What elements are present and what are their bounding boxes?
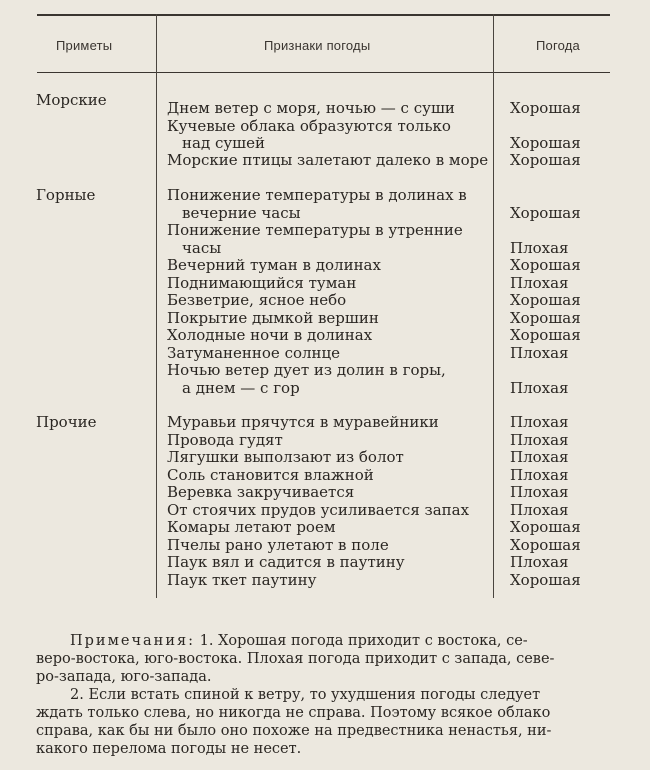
weather-value: Хорошая bbox=[510, 518, 581, 536]
sign-text: Понижение температуры в долинах в bbox=[167, 186, 467, 204]
header-signs: Приметы bbox=[56, 38, 113, 53]
weather-value: Хорошая bbox=[510, 571, 581, 589]
sign-text-cont: над сушей bbox=[182, 134, 265, 152]
sign-text: Понижение температуры в утренние bbox=[167, 221, 463, 239]
note-2-line: какого перелома погоды не несет. bbox=[36, 741, 302, 757]
sign-text: Покрытие дымкой вершин bbox=[167, 309, 379, 327]
sign-text: Морские птицы залетают далеко в море bbox=[167, 151, 489, 169]
sign-text: Безветрие, ясное небо bbox=[167, 291, 347, 309]
table-top-rule bbox=[37, 14, 610, 16]
weather-value: Плохая bbox=[510, 501, 569, 519]
sign-text: Паук ткет паутину bbox=[167, 571, 317, 589]
sign-text: Вечерний туман в долинах bbox=[167, 256, 381, 274]
sign-text: Днем ветер с моря, ночью — с суши bbox=[167, 99, 455, 117]
sign-text: Ночью ветер дует из долин в горы, bbox=[167, 361, 446, 379]
note-1-text: 1. Хорошая погода приходит с востока, се- bbox=[199, 633, 528, 649]
sign-text: Соль становится влажной bbox=[167, 466, 374, 484]
weather-value: Хорошая bbox=[510, 151, 581, 169]
sign-text: Кучевые облака образуются только bbox=[167, 117, 451, 135]
note-2-line: 2. Если встать спиной к ветру, то ухудшения погоды следует bbox=[70, 687, 541, 703]
weather-value: Плохая bbox=[510, 483, 569, 501]
sign-text: Поднимающийся туман bbox=[167, 274, 357, 292]
weather-value: Плохая bbox=[510, 413, 569, 431]
group-mountain: Горные bbox=[36, 186, 96, 204]
group-sea: Морские bbox=[36, 91, 107, 109]
sign-text: Провода гудят bbox=[167, 431, 283, 449]
weather-value: Плохая bbox=[510, 379, 569, 397]
weather-value: Плохая bbox=[510, 431, 569, 449]
weather-value: Плохая bbox=[510, 239, 569, 257]
column-divider-1 bbox=[156, 14, 157, 598]
weather-value: Хорошая bbox=[510, 326, 581, 344]
notes-line-1 bbox=[70, 632, 618, 650]
header-indicators: Признаки погоды bbox=[264, 38, 371, 53]
sign-text: Муравьи прячутся в муравейники bbox=[167, 413, 439, 431]
notes-label: Примечания: bbox=[70, 633, 196, 649]
sign-text-cont: а днем — с гор bbox=[182, 379, 300, 397]
group-other: Прочие bbox=[36, 413, 97, 431]
sign-text: Лягушки выползают из болот bbox=[167, 448, 404, 466]
weather-value: Плохая bbox=[510, 553, 569, 571]
note-2-line: ждать только слева, но никогда не справа. Поэтому всякое облако bbox=[36, 705, 551, 721]
column-divider-2 bbox=[493, 14, 494, 598]
weather-value: Хорошая bbox=[510, 536, 581, 554]
sign-text: Паук вял и садится в паутину bbox=[167, 553, 405, 571]
sign-text: Пчелы рано улетают в поле bbox=[167, 536, 389, 554]
sign-text: Затуманенное солнце bbox=[167, 344, 341, 362]
table-header-rule bbox=[37, 72, 610, 73]
weather-value: Хорошая bbox=[510, 204, 581, 222]
sign-text-cont: часы bbox=[182, 239, 222, 257]
sign-text: Комары летают роем bbox=[167, 518, 336, 536]
weather-value: Хорошая bbox=[510, 256, 581, 274]
weather-value: Хорошая bbox=[510, 291, 581, 309]
weather-value: Хорошая bbox=[510, 134, 581, 152]
weather-value: Хорошая bbox=[510, 99, 581, 117]
note-1-line: веро-востока, юго-востока. Плохая погода приходит с запада, севе- bbox=[36, 651, 555, 667]
sign-text: От стоячих прудов усиливается запах bbox=[167, 501, 470, 519]
weather-value: Плохая bbox=[510, 274, 569, 292]
note-2-line: справа, как бы ни было оно похоже на предвестника ненастья, ни- bbox=[36, 723, 552, 739]
weather-value: Плохая bbox=[510, 466, 569, 484]
sign-text: Веревка закручивается bbox=[167, 483, 355, 501]
sign-text-cont: вечерние часы bbox=[182, 204, 301, 222]
weather-value: Плохая bbox=[510, 448, 569, 466]
weather-value: Плохая bbox=[510, 344, 569, 362]
sign-text: Холодные ночи в долинах bbox=[167, 326, 373, 344]
header-weather: Погода bbox=[536, 38, 580, 53]
note-1-line: ро-запада, юго-запада. bbox=[36, 669, 212, 685]
weather-value: Хорошая bbox=[510, 309, 581, 327]
